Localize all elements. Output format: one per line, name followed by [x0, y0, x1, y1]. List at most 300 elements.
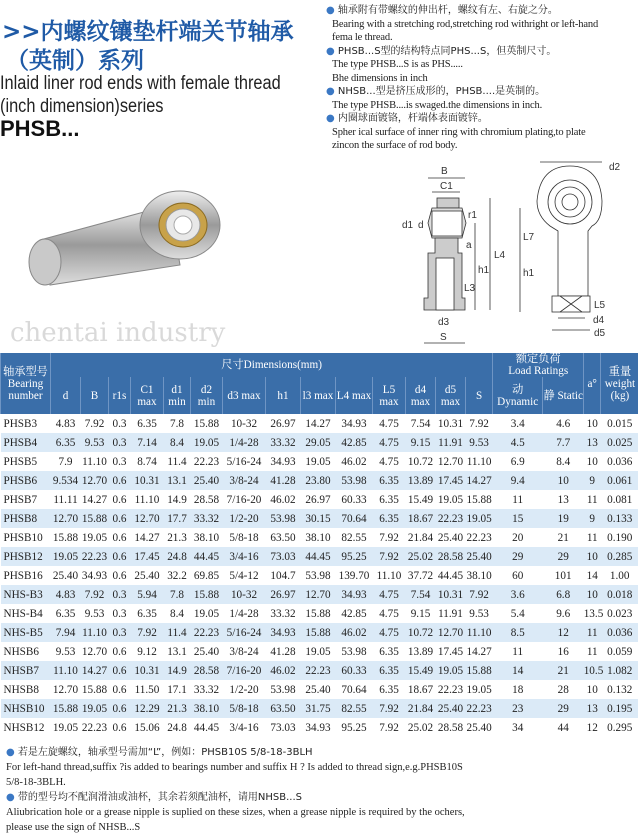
label-d2: d2	[609, 162, 621, 173]
table-cell: 60.33	[341, 664, 367, 677]
label-d1: d1	[402, 220, 414, 231]
label-a: a	[466, 240, 472, 251]
table-cell: 7.54	[410, 417, 431, 430]
table-cell: 15	[512, 512, 524, 525]
table-cell: 7.92	[84, 417, 105, 430]
table-cell: 53.98	[341, 474, 367, 487]
table-cell: 5/16-24	[226, 455, 262, 468]
table-cell: 13	[586, 702, 598, 715]
col-header: d2 min	[191, 377, 223, 414]
table-cell: 53.98	[305, 569, 331, 582]
table-cell: 12.70	[81, 645, 108, 658]
table-cell: 26.97	[270, 417, 296, 430]
table-cell: 101	[554, 569, 572, 582]
table-cell: 6.35	[137, 417, 157, 430]
table-cell: 60	[512, 569, 524, 582]
table-cell: 17.7	[167, 512, 187, 525]
table-cell: 9.53	[55, 645, 76, 658]
table-cell: 6.8	[556, 588, 571, 601]
table-cell: 14	[586, 569, 598, 582]
table-cell: 0.3	[112, 417, 127, 430]
table-cell: 25.40	[466, 721, 492, 734]
footer-note-cn-text: 带的型号均不配润滑油或油杯，其余若须配油杯，请用NHSB...S	[17, 792, 302, 803]
bearing-number-cell: PHSB4	[3, 436, 38, 449]
table-row	[1, 452, 638, 471]
table-cell: 0.036	[607, 455, 633, 468]
table-cell: 10-32	[230, 417, 258, 430]
table-cell: 29	[512, 550, 524, 563]
table-cell: 3.6	[510, 588, 525, 601]
table-cell: 70.64	[341, 512, 367, 525]
table-cell: 0.3	[112, 588, 127, 601]
table-cell: 28.58	[437, 721, 464, 734]
table-cell: 11	[512, 493, 524, 506]
table-cell: 19	[557, 512, 569, 525]
table-cell: 15.88	[52, 702, 79, 715]
table-cell: 21	[557, 531, 569, 544]
bearing-number-cell: NHSB12	[3, 721, 45, 734]
table-cell: 8.5	[510, 626, 525, 639]
table-cell: 3/8-24	[229, 645, 259, 658]
table-cell: 63.50	[270, 531, 296, 544]
table-cell: 1.082	[607, 664, 633, 677]
table-cell: 11.4	[167, 626, 187, 639]
table-cell: 0.059	[607, 645, 633, 658]
table-cell: 34.93	[305, 721, 331, 734]
table-cell: 33.32	[193, 512, 220, 525]
table-cell: 6.35	[137, 607, 157, 620]
table-cell: 7.92	[379, 531, 399, 544]
table-cell: 19.05	[52, 550, 79, 563]
label-r1: r1	[468, 210, 477, 221]
table-cell: 7.7	[556, 436, 571, 449]
table-cell: 38.10	[193, 531, 220, 544]
col-header: d5 max	[436, 377, 466, 414]
table-cell: 10	[586, 588, 598, 601]
table-cell: 60.33	[341, 493, 367, 506]
table-cell: 44.45	[305, 550, 331, 563]
bearing-number-cell: PHSB8	[3, 512, 38, 525]
table-cell: 0.061	[607, 474, 633, 487]
bearing-number-cell: PHSB5	[3, 455, 38, 468]
table-cell: 44.45	[437, 569, 464, 582]
table-cell: 30.15	[305, 512, 331, 525]
table-cell: 12.70	[437, 626, 464, 639]
technical-drawing	[380, 158, 638, 348]
table-cell: 22.23	[437, 512, 464, 525]
table-cell: 6.9	[510, 455, 525, 468]
table-cell: 15.06	[134, 721, 160, 734]
table-cell: 0.3	[112, 455, 127, 468]
table-cell: 34.93	[341, 588, 367, 601]
table-cell: 11.10	[82, 455, 107, 468]
table-cell: 7.92	[379, 702, 399, 715]
label-L5: L5	[594, 300, 606, 311]
table-cell: 10	[586, 417, 598, 430]
bullet-icon: ●	[326, 45, 338, 57]
table-cell: 10	[586, 550, 598, 563]
table-cell: 15.88	[193, 417, 220, 430]
table-cell: 19.05	[193, 607, 220, 620]
bearing-number-cell: NHSB10	[3, 702, 45, 715]
table-cell: 7.8	[170, 417, 184, 430]
table-row	[1, 471, 638, 490]
table-cell: 7.14	[137, 436, 157, 449]
bearing-number-cell: NHS-B4	[3, 607, 43, 620]
table-cell: 0.295	[607, 721, 633, 734]
table-cell: 25.40	[305, 683, 331, 696]
table-cell: 0.3	[112, 626, 127, 639]
table-cell: 25.40	[193, 645, 220, 658]
table-cell: 29	[557, 702, 569, 715]
col-header: L4 max	[336, 377, 373, 414]
table-cell: 19.05	[466, 683, 492, 696]
table-cell: 10.31	[134, 664, 160, 677]
table-cell: 15.88	[466, 493, 492, 506]
table-cell: 19.05	[437, 664, 464, 677]
table-cell: 0.036	[607, 626, 633, 639]
col-weight: 重量 weight (kg)	[601, 353, 638, 414]
label-h1-right: h1	[523, 268, 535, 279]
bearing-number-cell: PHSB12	[3, 550, 43, 563]
table-cell: 14.9	[167, 664, 187, 677]
table-cell: 6.35	[55, 607, 76, 620]
watermark: chentai industry	[10, 318, 226, 348]
table-cell: 9.4	[510, 474, 525, 487]
label-S: S	[440, 332, 447, 343]
table-cell: 12.70	[52, 512, 79, 525]
table-cell: 18	[512, 683, 524, 696]
bearing-number-cell: NHSB7	[3, 664, 39, 677]
note-cn-text: 轴承附有带螺纹的伸出杆，螺纹有左、右旋之分。	[337, 5, 558, 16]
title-chinese: >>内螺纹镶垫杆端关节轴承 （英制）系列	[2, 19, 294, 74]
series-name: PHSB...	[0, 116, 80, 141]
table-cell: 11.91	[438, 607, 463, 620]
table-cell: 38.10	[466, 569, 492, 582]
table-cell: 9.53	[469, 607, 489, 620]
table-cell: 15.88	[81, 512, 108, 525]
table-cell: 0.6	[112, 550, 127, 563]
rod-end-photo	[20, 170, 250, 310]
feature-notes	[326, 4, 638, 153]
table-cell: 10.31	[437, 588, 464, 601]
table-row	[1, 585, 638, 604]
table-cell: 8.74	[137, 455, 157, 468]
footer-note-en: Aliubrication hole or a grease nipple is suplied on these sizes, when a grease nipple is required by the ochers,	[6, 807, 465, 818]
table-cell: 15.49	[407, 664, 434, 677]
col-dimensions: 尺寸Dimensions(mm)	[51, 353, 493, 377]
table-cell: 34.93	[81, 569, 108, 582]
table-cell: 6.35	[379, 493, 399, 506]
table-cell: 4.6	[556, 417, 571, 430]
note-en: Bhe dimensions in inch	[332, 72, 428, 84]
table-cell: 12	[586, 721, 598, 734]
table-row	[1, 509, 638, 528]
table-cell: 1.00	[609, 569, 630, 582]
table-cell: 21.3	[167, 531, 187, 544]
table-cell: 8.4	[170, 436, 184, 449]
col-header: B	[81, 377, 109, 414]
table-cell: 33.32	[193, 683, 220, 696]
table-cell: 0.6	[112, 531, 127, 544]
table-cell: 63.50	[270, 702, 296, 715]
table-cell: 25.40	[437, 702, 464, 715]
table-cell: 11.10	[466, 626, 492, 639]
table-cell: 46.02	[341, 626, 367, 639]
title-english: Inlaid liner rod ends with female thread (inch dimension)series	[0, 73, 281, 117]
bullet-icon: ●	[6, 747, 18, 758]
table-cell: 4.75	[379, 455, 399, 468]
table-cell: 46.02	[270, 664, 296, 677]
table-cell: 5/4-12	[229, 569, 259, 582]
table-cell: 20	[512, 531, 524, 544]
table-cell: 5.4	[510, 607, 525, 620]
table-cell: 11.11	[53, 493, 78, 506]
table-cell: 0.6	[112, 569, 127, 582]
table-cell: 38.10	[193, 702, 220, 715]
bearing-number-cell: PHSB10	[3, 531, 43, 544]
col-load-ratings: 额定负荷 Load Ratings	[493, 353, 584, 377]
table-row	[1, 528, 638, 547]
table-cell: 44	[557, 721, 569, 734]
bullet-icon: ●	[326, 86, 338, 97]
table-cell: 0.190	[607, 531, 633, 544]
table-cell: 23.80	[305, 474, 331, 487]
table-cell: 16	[557, 645, 569, 658]
table-row	[1, 604, 638, 623]
table-cell: 9.15	[410, 607, 431, 620]
table-cell: 9	[589, 474, 595, 487]
table-cell: 18.67	[407, 683, 434, 696]
table-cell: 19.05	[81, 702, 108, 715]
table-cell: 13.89	[407, 474, 434, 487]
table-cell: 42.85	[341, 436, 367, 449]
table-cell: 7.9	[58, 455, 73, 468]
table-cell: 11	[586, 493, 598, 506]
table-cell: 12	[557, 626, 569, 639]
footer-note-en: please use the sign of NHSB...S	[6, 822, 141, 833]
table-cell: 5/8-18	[229, 531, 259, 544]
table-row	[1, 661, 638, 680]
table-cell: 38.10	[305, 531, 331, 544]
table-cell: 11.10	[134, 493, 160, 506]
table-cell: 21.3	[167, 702, 187, 715]
table-cell: 15.88	[305, 607, 331, 620]
table-cell: 9	[589, 512, 595, 525]
table-cell: 0.3	[112, 607, 127, 620]
table-cell: 4.83	[55, 417, 76, 430]
label-C1: C1	[440, 181, 453, 192]
table-cell: 12.70	[134, 512, 160, 525]
footer-note-cn	[6, 790, 606, 805]
table-cell: 37.72	[407, 569, 434, 582]
bearing-number-cell: PHSB3	[3, 417, 38, 430]
table-row	[1, 433, 638, 452]
table-cell: 15.88	[466, 664, 492, 677]
table-cell: 10.31	[134, 474, 160, 487]
table-cell: 21	[557, 664, 569, 677]
note-en: Spher ical surface of inner ring with chromium plating,to plate	[332, 126, 586, 138]
table-cell: 5.94	[137, 588, 157, 601]
table-cell: 33.32	[270, 607, 296, 620]
table-cell: 7/16-20	[226, 493, 262, 506]
table-cell: 15.88	[52, 531, 79, 544]
table-cell: 4.75	[379, 588, 399, 601]
table-cell: 7.54	[410, 588, 431, 601]
table-cell: 1/4-28	[229, 607, 259, 620]
table-cell: 82.55	[341, 531, 367, 544]
table-cell: 139.70	[338, 569, 370, 582]
table-cell: 7.92	[84, 588, 105, 601]
table-row	[1, 718, 638, 737]
table-cell: 13	[557, 493, 569, 506]
label-L3: L3	[464, 283, 476, 294]
table-row	[1, 547, 638, 566]
table-cell: 21.84	[407, 531, 434, 544]
table-cell: 10.72	[407, 455, 434, 468]
table-cell: 0.6	[112, 664, 127, 677]
bearing-number-cell: NHSB8	[3, 683, 39, 696]
table-cell: 12.29	[134, 702, 160, 715]
table-row	[1, 566, 638, 585]
table-cell: 69.85	[193, 569, 220, 582]
table-cell: 104.7	[270, 569, 296, 582]
table-cell: 4.83	[55, 588, 76, 601]
table-cell: 44.45	[193, 721, 220, 734]
table-cell: 25.40	[134, 569, 160, 582]
table-cell: 1/2-20	[229, 512, 259, 525]
table-cell: 4.75	[379, 626, 399, 639]
footer-note-en: For left-hand thread,suffix ?is added to bearings number and suffix H ? Is added to thread sign,e.g.PHSB10S	[6, 762, 463, 773]
table-cell: 1/4-28	[229, 436, 259, 449]
col-header: d4 max	[406, 377, 436, 414]
table-cell: 9.53	[84, 607, 105, 620]
table-cell: 4.5	[510, 436, 525, 449]
table-cell: 15.49	[407, 493, 434, 506]
table-cell: 17.1	[167, 683, 187, 696]
note-cn	[326, 4, 638, 18]
col-header: d3 max	[223, 377, 266, 414]
table-cell: 95.25	[341, 721, 367, 734]
table-row	[1, 680, 638, 699]
table-cell: 4.75	[379, 607, 399, 620]
table-cell: 8.4	[556, 455, 571, 468]
table-row	[1, 699, 638, 718]
table-cell: 53.98	[270, 512, 296, 525]
bullet-icon: ●	[6, 792, 18, 803]
table-cell: 3/4-16	[229, 550, 259, 563]
table-cell: 14.9	[167, 493, 187, 506]
table-cell: 13.1	[167, 645, 187, 658]
table-cell: 6.35	[379, 474, 399, 487]
table-cell: 4.75	[379, 417, 399, 430]
label-h1: h1	[478, 265, 490, 276]
table-cell: 10.72	[407, 626, 434, 639]
table-cell: 6.35	[379, 664, 399, 677]
table-cell: 19.05	[52, 721, 79, 734]
table-cell: 28.58	[437, 550, 464, 563]
table-cell: 19.05	[466, 512, 492, 525]
table-cell: 11.4	[167, 455, 187, 468]
col-header: d	[51, 377, 81, 414]
col-header: r1s	[109, 377, 131, 414]
table-cell: 12.70	[437, 455, 464, 468]
table-cell: 10.31	[437, 417, 464, 430]
table-cell: 9.53	[469, 436, 489, 449]
table-cell: 23	[512, 702, 524, 715]
bearing-number-cell: PHSB7	[3, 493, 38, 506]
table-cell: 29	[557, 550, 569, 563]
label-d: d	[418, 220, 424, 231]
note-cn-text: NHSB...型是挤压成形的，PHSB....是英制的。	[337, 86, 546, 97]
col-header: L5 max	[373, 377, 406, 414]
table-cell: 0.081	[607, 493, 633, 506]
table-cell: 7.92	[379, 550, 399, 563]
table-cell: 11.10	[53, 664, 78, 677]
table-cell: 95.25	[341, 550, 367, 563]
col-header: l3 max	[301, 377, 336, 414]
col-header: 静 Static	[543, 377, 584, 414]
table-cell: 3.4	[510, 417, 525, 430]
table-cell: 34.93	[270, 626, 296, 639]
table-cell: 70.64	[341, 683, 367, 696]
note-en: zincon the surface of rod body.	[332, 140, 458, 151]
table-cell: 0.285	[607, 550, 633, 563]
table-cell: 13.89	[407, 645, 434, 658]
col-angle: a°	[584, 353, 601, 414]
bullet-icon: ●	[326, 113, 338, 124]
table-cell: 9.53	[84, 436, 105, 449]
table-cell: 3/4-16	[229, 721, 259, 734]
col-header: C1 max	[131, 377, 164, 414]
table-cell: 14.27	[81, 664, 108, 677]
table-cell: 5/16-24	[226, 626, 262, 639]
bullet-icon: ●	[326, 5, 338, 16]
table-cell: 29.05	[305, 436, 331, 449]
table-cell: 10	[586, 683, 598, 696]
table-cell: 7.94	[55, 626, 76, 639]
table-cell: 0.025	[607, 436, 633, 449]
table-cell: 4.75	[379, 436, 399, 449]
table-cell: 19.05	[193, 436, 220, 449]
table-cell: 0.6	[112, 474, 127, 487]
table-cell: 53.98	[270, 683, 296, 696]
label-d4: d4	[593, 315, 605, 326]
table-cell: 42.85	[341, 607, 367, 620]
table-cell: 18.67	[407, 512, 434, 525]
table-cell: 11	[586, 531, 598, 544]
table-cell: 11.10	[82, 626, 107, 639]
label-d5: d5	[594, 328, 606, 339]
table-cell: 31.75	[305, 702, 331, 715]
label-d3: d3	[438, 317, 450, 328]
table-cell: 19.05	[437, 493, 464, 506]
col-header: h1	[266, 377, 301, 414]
table-cell: 26.97	[270, 588, 296, 601]
table-cell: 11.10	[376, 569, 402, 582]
table-cell: 46.02	[270, 493, 296, 506]
table-cell: 6.35	[55, 436, 76, 449]
table-cell: 22.23	[81, 721, 108, 734]
table-cell: 11.91	[438, 436, 463, 449]
table-row	[1, 414, 638, 433]
specifications-table	[0, 353, 638, 737]
table-cell: 19.05	[305, 645, 331, 658]
table-cell: 7.92	[469, 417, 489, 430]
table-cell: 25.40	[437, 531, 464, 544]
table-cell: 25.02	[407, 721, 434, 734]
table-cell: 28.58	[193, 664, 220, 677]
